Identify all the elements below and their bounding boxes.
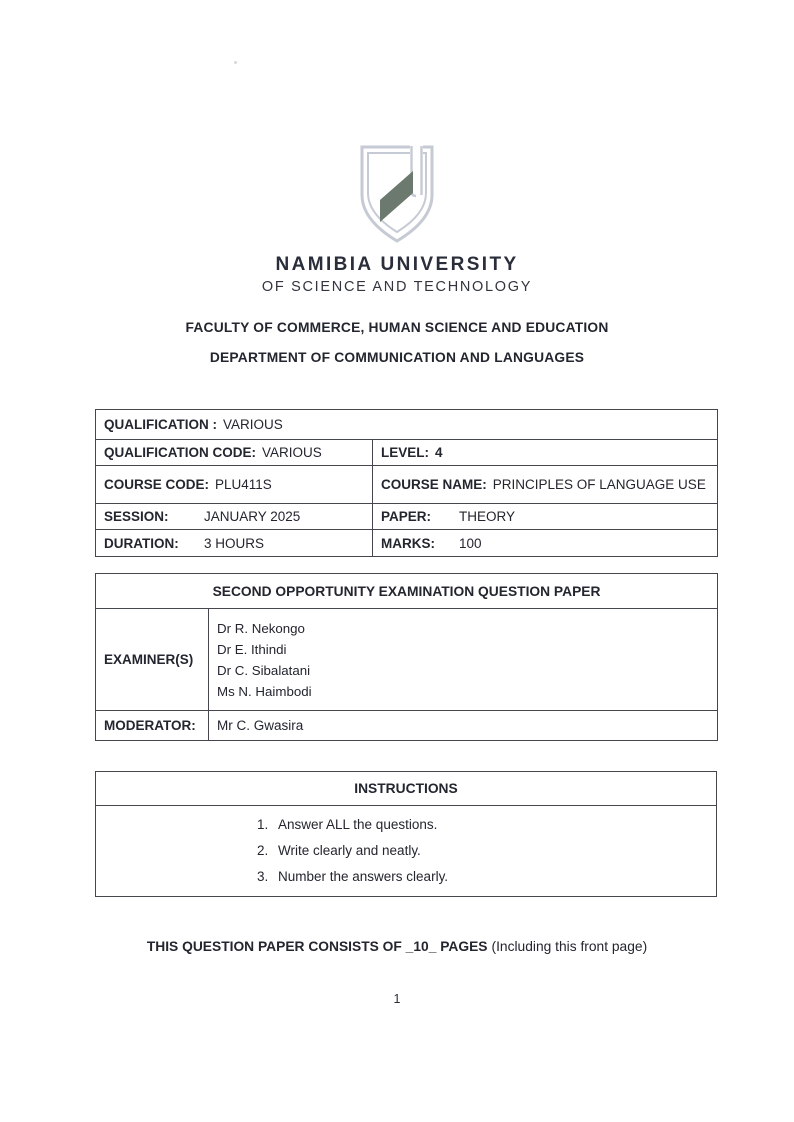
- scan-artifact: [234, 61, 237, 64]
- instructions-table: [95, 771, 717, 897]
- duration-cell: [96, 530, 373, 557]
- session-label: SESSION:: [104, 509, 169, 524]
- course-name-cell: [373, 466, 718, 504]
- marks-cell: [373, 530, 718, 557]
- marks-label: MARKS:: [381, 535, 435, 551]
- table-row: [96, 530, 718, 557]
- session-value: JANUARY 2025: [204, 509, 301, 524]
- qualification-code-cell: [96, 440, 373, 466]
- nust-shield-icon: [355, 143, 439, 245]
- faculty-title: FACULTY OF COMMERCE, HUMAN SCIENCE AND EDUCATION: [185, 320, 609, 335]
- qualification-code-value: VARIOUS: [262, 445, 322, 460]
- page-number: 1: [393, 992, 401, 1006]
- instructions-list: [104, 812, 708, 890]
- table-row: [96, 574, 718, 609]
- instruction-item: 2. Write clearly and neatly.: [272, 838, 708, 864]
- instructions-title: INSTRUCTIONS: [96, 772, 717, 806]
- qualification-code-label: QUALIFICATION CODE:: [104, 445, 256, 460]
- exam-details-table: [95, 573, 718, 741]
- university-name: NAMIBIA UNIVERSITY: [275, 254, 519, 275]
- qualification-value: VARIOUS: [222, 417, 283, 432]
- duration-value: 3 HOURS: [204, 535, 265, 551]
- qualification-cell: [96, 410, 718, 440]
- exam-paper-title: SECOND OPPORTUNITY EXAMINATION QUESTION PAPER: [96, 574, 718, 609]
- level-cell: [373, 440, 718, 466]
- examiner-name: Dr E. Ithindi: [217, 641, 287, 657]
- course-code-cell: [96, 466, 373, 504]
- examiner-name: Ms N. Haimbodi: [217, 683, 312, 699]
- university-tagline: OF SCIENCE AND TECHNOLOGY: [261, 279, 533, 295]
- paper-value: THEORY: [459, 509, 516, 524]
- table-row: [96, 504, 718, 530]
- table-row: [96, 466, 718, 504]
- table-row: [96, 410, 718, 440]
- instruction-item: 1. Answer ALL the questions.: [272, 812, 708, 838]
- instruction-item: 3. Number the answers clearly.: [272, 864, 708, 890]
- course-code-value: PLU411S: [215, 477, 272, 492]
- level-label: LEVEL:: [381, 445, 430, 460]
- course-code-label: COURSE CODE:: [104, 477, 210, 492]
- moderator-value: Mr C. Gwasira: [217, 718, 304, 733]
- department-title: DEPARTMENT OF COMMUNICATION AND LANGUAGES: [209, 350, 585, 365]
- instructions-body-cell: [96, 806, 717, 897]
- duration-label: DURATION:: [104, 535, 179, 551]
- examiner-name: Dr R. Nekongo: [217, 620, 305, 636]
- page-count-note: [0, 939, 794, 954]
- examiners-list-cell: [209, 609, 718, 711]
- table-row: [96, 609, 718, 711]
- university-logo: [0, 0, 794, 295]
- examiner-name: Dr C. Sibalatani: [217, 662, 311, 678]
- course-name-value: PRINCIPLES OF LANGUAGE USE: [492, 477, 706, 492]
- table-row: [96, 711, 718, 741]
- table-row: [96, 772, 717, 806]
- examiners-label-cell: [96, 609, 209, 711]
- examiners-label: EXAMINER(S): [104, 652, 194, 667]
- table-row: [96, 806, 717, 897]
- marks-value: 100: [459, 535, 482, 551]
- page-count-note-rest: (Including this front page): [491, 939, 648, 954]
- moderator-label-cell: [96, 711, 209, 741]
- session-cell: [96, 504, 373, 530]
- paper-label: PAPER:: [381, 509, 432, 524]
- table-row: [96, 440, 718, 466]
- page-count-note-bold: THIS QUESTION PAPER CONSISTS OF _10_ PAGES: [146, 939, 488, 954]
- course-name-label: COURSE NAME:: [381, 477, 487, 492]
- moderator-label: MODERATOR:: [104, 718, 196, 733]
- qualification-label: QUALIFICATION :: [104, 417, 217, 432]
- course-info-table: [95, 409, 718, 557]
- moderator-value-cell: [209, 711, 718, 741]
- level-value: 4: [435, 445, 443, 460]
- paper-cell: [373, 504, 718, 530]
